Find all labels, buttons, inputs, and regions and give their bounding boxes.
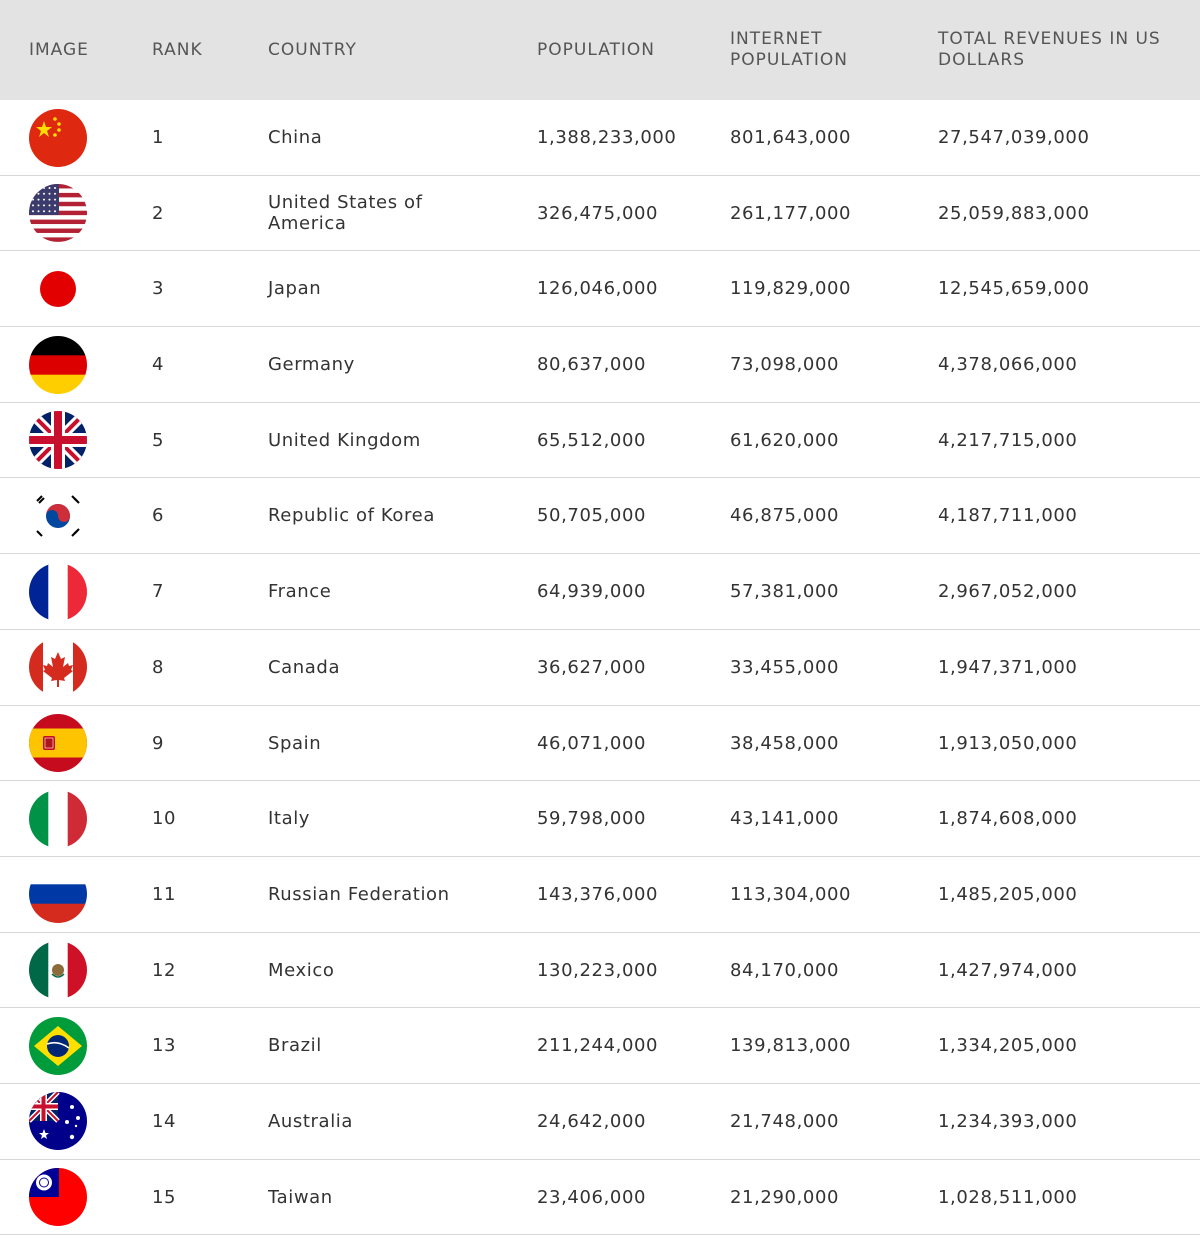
table-row: [0, 403, 1200, 479]
internet-population-cell: 84,170,000: [730, 959, 840, 981]
flag-cell: [29, 327, 87, 402]
rank-cell: 7: [152, 581, 165, 603]
country-cell: France: [268, 581, 332, 603]
uk-flag-icon: [29, 411, 87, 469]
rank-cell: 11: [152, 883, 177, 905]
table-row: [0, 630, 1200, 706]
table-body: [0, 100, 1200, 1235]
header-total-revenues: TOTAL REVENUES IN US DOLLARS: [938, 29, 1161, 70]
population-cell: 23,406,000: [537, 1186, 647, 1208]
flag-cell: [29, 857, 87, 932]
table-row: [0, 781, 1200, 857]
rank-cell: 5: [152, 429, 165, 451]
australia-flag-icon: [29, 1092, 87, 1150]
internet-population-cell: 38,458,000: [730, 732, 840, 754]
flag-cell: [29, 933, 87, 1008]
flag-cell: [29, 251, 87, 326]
flag-cell: [29, 554, 87, 629]
header-population: POPULATION: [537, 39, 655, 60]
population-cell: 80,637,000: [537, 354, 647, 376]
china-flag-icon: [29, 109, 87, 167]
table-row: [0, 176, 1200, 252]
flag-cell: [29, 1084, 87, 1159]
revenue-cell: 4,217,715,000: [938, 429, 1078, 451]
france-flag-icon: [29, 563, 87, 621]
population-cell: 59,798,000: [537, 808, 647, 830]
table-row: [0, 1160, 1200, 1236]
population-cell: 50,705,000: [537, 505, 647, 527]
rank-cell: 13: [152, 1035, 177, 1057]
table-row: [0, 933, 1200, 1009]
internet-population-cell: 33,455,000: [730, 656, 840, 678]
internet-population-cell: 57,381,000: [730, 581, 840, 603]
rank-cell: 2: [152, 202, 165, 224]
internet-population-cell: 801,643,000: [730, 127, 852, 148]
internet-population-cell: 21,290,000: [730, 1186, 840, 1208]
revenue-cell: 1,485,205,000: [938, 883, 1078, 905]
population-cell: 126,046,000: [537, 278, 659, 300]
table-row: [0, 554, 1200, 630]
internet-population-cell: 43,141,000: [730, 808, 840, 830]
table-header: [0, 0, 1200, 100]
brazil-flag-icon: [29, 1017, 87, 1075]
internet-population-cell: 139,813,000: [730, 1035, 852, 1057]
internet-population-cell: 73,098,000: [730, 354, 840, 376]
internet-population-cell: 21,748,000: [730, 1110, 840, 1132]
country-cell: Japan: [268, 278, 322, 300]
country-cell: Brazil: [268, 1035, 322, 1057]
population-cell: 326,475,000: [537, 202, 659, 224]
germany-flag-icon: [29, 336, 87, 394]
table-row: [0, 857, 1200, 933]
flag-cell: [29, 706, 87, 781]
revenue-cell: 1,427,974,000: [938, 959, 1078, 981]
header-image: IMAGE: [29, 39, 89, 60]
flag-cell: [29, 630, 87, 705]
mexico-flag-icon: [29, 941, 87, 999]
table-row: [0, 1008, 1200, 1084]
population-cell: 64,939,000: [537, 581, 647, 603]
rank-cell: 10: [152, 808, 177, 830]
flag-cell: [29, 1160, 87, 1235]
rank-cell: 8: [152, 656, 165, 678]
internet-population-cell: 61,620,000: [730, 429, 840, 451]
revenue-cell: 1,234,393,000: [938, 1110, 1078, 1132]
flag-cell: [29, 176, 87, 251]
revenue-cell: 27,547,039,000: [938, 127, 1090, 148]
japan-flag-icon: [29, 260, 87, 318]
flag-cell: [29, 781, 87, 856]
rank-cell: 14: [152, 1110, 177, 1132]
flag-cell: [29, 100, 87, 175]
country-cell: Mexico: [268, 959, 335, 981]
country-cell: Italy: [268, 808, 311, 830]
population-cell: 36,627,000: [537, 656, 647, 678]
table-row: [0, 706, 1200, 782]
table-row: [0, 251, 1200, 327]
revenue-cell: 1,334,205,000: [938, 1035, 1078, 1057]
internet-population-cell: 46,875,000: [730, 505, 840, 527]
internet-population-cell: 119,829,000: [730, 278, 852, 300]
revenue-cell: 4,187,711,000: [938, 505, 1078, 527]
country-cell: Germany: [268, 354, 355, 376]
italy-flag-icon: [29, 790, 87, 848]
header-internet-population: INTERNET POPULATION: [730, 29, 848, 70]
population-cell: 1,388,233,000: [537, 127, 677, 148]
flag-cell: [29, 403, 87, 478]
revenue-cell: 4,378,066,000: [938, 354, 1078, 376]
rank-cell: 9: [152, 732, 165, 754]
rank-cell: 15: [152, 1186, 177, 1208]
population-cell: 46,071,000: [537, 732, 647, 754]
country-cell: United States of America: [268, 192, 423, 235]
population-cell: 211,244,000: [537, 1035, 659, 1057]
country-cell: Republic of Korea: [268, 505, 435, 527]
country-cell: United Kingdom: [268, 429, 421, 451]
country-cell: Taiwan: [268, 1186, 333, 1208]
table-row: [0, 478, 1200, 554]
revenue-cell: 1,913,050,000: [938, 732, 1078, 754]
rank-cell: 12: [152, 959, 177, 981]
korea-flag-icon: [29, 487, 87, 545]
rank-cell: 1: [152, 127, 165, 148]
rank-cell: 4: [152, 354, 165, 376]
table-row: [0, 1084, 1200, 1160]
revenue-cell: 1,028,511,000: [938, 1186, 1078, 1208]
usa-flag-icon: [29, 184, 87, 242]
country-cell: China: [268, 127, 323, 148]
rank-cell: 6: [152, 505, 165, 527]
internet-population-cell: 113,304,000: [730, 883, 852, 905]
population-cell: 65,512,000: [537, 429, 647, 451]
population-cell: 143,376,000: [537, 883, 659, 905]
country-cell: Russian Federation: [268, 883, 450, 905]
flag-cell: [29, 1008, 87, 1083]
revenue-cell: 25,059,883,000: [938, 202, 1090, 224]
country-cell: Canada: [268, 656, 341, 678]
population-cell: 130,223,000: [537, 959, 659, 981]
table-row: [0, 327, 1200, 403]
country-cell: Spain: [268, 732, 322, 754]
spain-flag-icon: [29, 714, 87, 772]
revenue-cell: 2,967,052,000: [938, 581, 1078, 603]
flag-cell: [29, 478, 87, 553]
taiwan-flag-icon: [29, 1168, 87, 1226]
header-country: COUNTRY: [268, 39, 357, 60]
revenue-cell: 1,874,608,000: [938, 808, 1078, 830]
revenue-cell: 12,545,659,000: [938, 278, 1090, 300]
internet-population-cell: 261,177,000: [730, 202, 852, 224]
header-rank: RANK: [152, 39, 203, 60]
canada-flag-icon: [29, 638, 87, 696]
revenue-cell: 1,947,371,000: [938, 656, 1078, 678]
population-cell: 24,642,000: [537, 1110, 647, 1132]
table-row: [0, 100, 1200, 176]
rank-cell: 3: [152, 278, 165, 300]
russia-flag-icon: [29, 865, 87, 923]
country-cell: Australia: [268, 1110, 354, 1132]
